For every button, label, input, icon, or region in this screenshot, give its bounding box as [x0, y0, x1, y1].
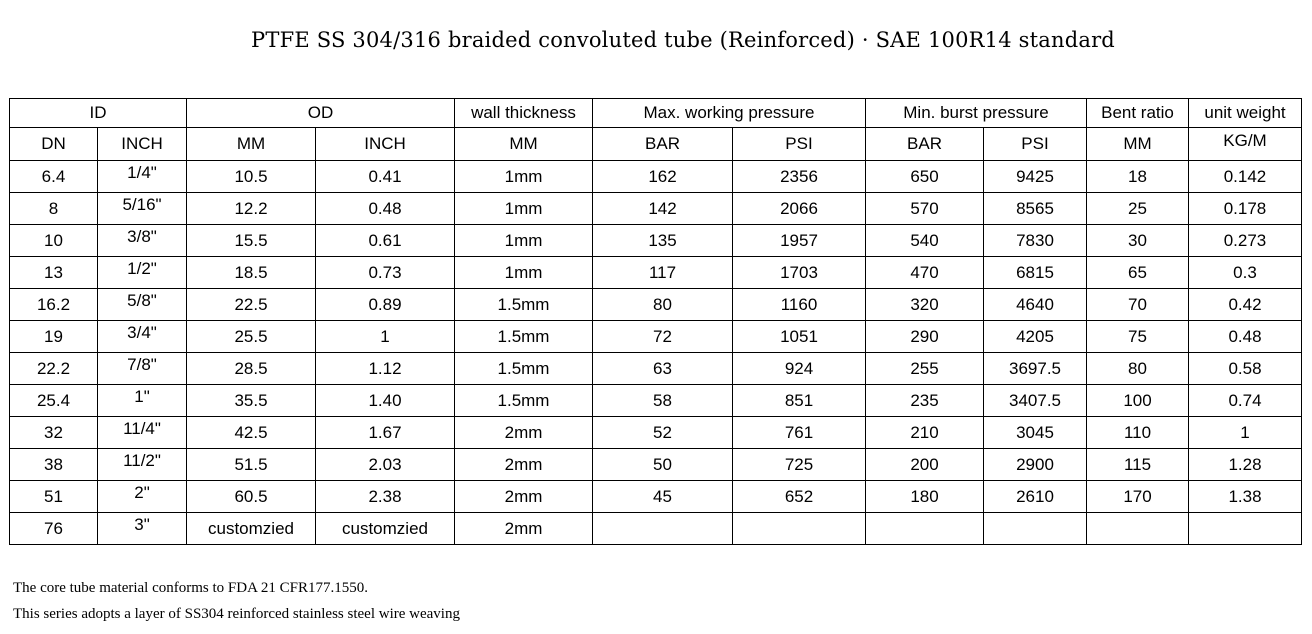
unit-header-row — [10, 128, 1302, 161]
cell-weight-kgm: 0.178 — [1189, 193, 1302, 225]
table-row — [10, 385, 1302, 417]
cell-weight-kgm — [1189, 513, 1302, 545]
cell-wall-mm: 1mm — [455, 161, 593, 193]
cell-burst-psi: 2900 — [984, 449, 1087, 481]
cell-burst-bar: 255 — [866, 353, 984, 385]
cell-wall-mm: 2mm — [455, 417, 593, 449]
cell-wall-mm: 1mm — [455, 193, 593, 225]
cell-weight-kgm: 0.273 — [1189, 225, 1302, 257]
cell-max-bar — [593, 513, 733, 545]
cell-bent-mm: 170 — [1087, 481, 1189, 513]
cell-od-inch: customzied — [316, 513, 455, 545]
table-row — [10, 161, 1302, 193]
cell-od-mm: 15.5 — [187, 225, 316, 257]
cell-od-inch: 0.48 — [316, 193, 455, 225]
table-row — [10, 289, 1302, 321]
cell-weight-kgm: 0.142 — [1189, 161, 1302, 193]
cell-max-psi: 1160 — [733, 289, 866, 321]
table-row — [10, 321, 1302, 353]
cell-bent-mm — [1087, 513, 1189, 545]
cell-max-bar: 142 — [593, 193, 733, 225]
cell-dn: 76 — [10, 513, 98, 545]
header-bent-ratio: Bent ratio — [1087, 99, 1189, 128]
cell-bent-mm: 75 — [1087, 321, 1189, 353]
cell-weight-kgm: 0.74 — [1189, 385, 1302, 417]
cell-bent-mm: 30 — [1087, 225, 1189, 257]
cell-max-bar: 52 — [593, 417, 733, 449]
table-row — [10, 417, 1302, 449]
header-max-working-pressure: Max. working pressure — [593, 99, 866, 128]
cell-max-psi: 1957 — [733, 225, 866, 257]
cell-weight-kgm: 0.48 — [1189, 321, 1302, 353]
cell-burst-bar: 290 — [866, 321, 984, 353]
cell-bent-mm: 110 — [1087, 417, 1189, 449]
cell-dn: 16.2 — [10, 289, 98, 321]
cell-burst-bar: 200 — [866, 449, 984, 481]
cell-id-inch: 11/2" — [98, 449, 187, 481]
cell-bent-mm: 80 — [1087, 353, 1189, 385]
note-weaving: This series adopts a layer of SS304 reinforced stainless steel wire weaving — [13, 606, 460, 622]
cell-bent-mm: 70 — [1087, 289, 1189, 321]
cell-od-mm: 60.5 — [187, 481, 316, 513]
cell-burst-psi: 6815 — [984, 257, 1087, 289]
cell-wall-mm: 2mm — [455, 481, 593, 513]
cell-od-inch: 2.03 — [316, 449, 455, 481]
cell-id-inch: 3/8" — [98, 225, 187, 257]
cell-max-psi: 1703 — [733, 257, 866, 289]
cell-max-bar: 45 — [593, 481, 733, 513]
cell-od-inch: 1 — [316, 321, 455, 353]
cell-dn: 8 — [10, 193, 98, 225]
cell-max-psi: 851 — [733, 385, 866, 417]
cell-bent-mm: 65 — [1087, 257, 1189, 289]
cell-od-inch: 0.61 — [316, 225, 455, 257]
cell-od-mm: customzied — [187, 513, 316, 545]
cell-id-inch: 1/4" — [98, 161, 187, 193]
cell-burst-psi: 4205 — [984, 321, 1087, 353]
data-rows — [10, 161, 1302, 545]
cell-burst-bar: 320 — [866, 289, 984, 321]
cell-od-mm: 22.5 — [187, 289, 316, 321]
subheader-burst-psi: PSI — [984, 128, 1087, 161]
cell-od-mm: 28.5 — [187, 353, 316, 385]
cell-wall-mm: 2mm — [455, 513, 593, 545]
cell-id-inch: 7/8" — [98, 353, 187, 385]
cell-burst-bar: 570 — [866, 193, 984, 225]
cell-od-mm: 42.5 — [187, 417, 316, 449]
table-row — [10, 513, 1302, 545]
cell-dn: 6.4 — [10, 161, 98, 193]
cell-id-inch: 11/4" — [98, 417, 187, 449]
cell-id-inch: 3/4" — [98, 321, 187, 353]
cell-burst-bar — [866, 513, 984, 545]
cell-dn: 13 — [10, 257, 98, 289]
cell-od-inch: 0.41 — [316, 161, 455, 193]
subheader-wall-mm: MM — [455, 128, 593, 161]
cell-id-inch: 1/2" — [98, 257, 187, 289]
subheader-max-bar: BAR — [593, 128, 733, 161]
cell-od-inch: 1.40 — [316, 385, 455, 417]
cell-od-mm: 35.5 — [187, 385, 316, 417]
subheader-max-psi: PSI — [733, 128, 866, 161]
cell-burst-bar: 235 — [866, 385, 984, 417]
cell-burst-bar: 470 — [866, 257, 984, 289]
cell-od-inch: 1.12 — [316, 353, 455, 385]
header-id: ID — [10, 99, 187, 128]
cell-burst-psi: 3697.5 — [984, 353, 1087, 385]
cell-burst-psi: 3045 — [984, 417, 1087, 449]
cell-max-psi: 652 — [733, 481, 866, 513]
cell-burst-psi: 3407.5 — [984, 385, 1087, 417]
cell-id-inch: 2" — [98, 481, 187, 513]
cell-max-psi: 1051 — [733, 321, 866, 353]
cell-wall-mm: 1mm — [455, 257, 593, 289]
cell-burst-bar: 180 — [866, 481, 984, 513]
cell-burst-psi: 2610 — [984, 481, 1087, 513]
header-unit-weight: unit weight — [1189, 99, 1302, 128]
cell-weight-kgm: 1.28 — [1189, 449, 1302, 481]
cell-od-inch: 1.67 — [316, 417, 455, 449]
subheader-bent-mm: MM — [1087, 128, 1189, 161]
cell-od-mm: 51.5 — [187, 449, 316, 481]
cell-max-psi: 2066 — [733, 193, 866, 225]
cell-bent-mm: 115 — [1087, 449, 1189, 481]
subheader-od-inch: INCH — [316, 128, 455, 161]
cell-dn: 38 — [10, 449, 98, 481]
cell-wall-mm: 1.5mm — [455, 289, 593, 321]
subheader-od-mm: MM — [187, 128, 316, 161]
table-row — [10, 225, 1302, 257]
cell-burst-psi — [984, 513, 1087, 545]
note-fda: The core tube material conforms to FDA 21 CFR177.1550. — [13, 580, 368, 596]
cell-wall-mm: 1.5mm — [455, 385, 593, 417]
header-min-burst-pressure: Min. burst pressure — [866, 99, 1087, 128]
cell-max-psi: 924 — [733, 353, 866, 385]
cell-max-bar: 80 — [593, 289, 733, 321]
cell-weight-kgm: 1.38 — [1189, 481, 1302, 513]
cell-wall-mm: 1.5mm — [455, 321, 593, 353]
cell-max-psi — [733, 513, 866, 545]
cell-bent-mm: 25 — [1087, 193, 1189, 225]
cell-burst-psi: 4640 — [984, 289, 1087, 321]
table-row — [10, 353, 1302, 385]
cell-weight-kgm: 0.3 — [1189, 257, 1302, 289]
cell-od-inch: 2.38 — [316, 481, 455, 513]
cell-od-inch: 0.73 — [316, 257, 455, 289]
table-row — [10, 257, 1302, 289]
cell-od-mm: 18.5 — [187, 257, 316, 289]
cell-max-bar: 63 — [593, 353, 733, 385]
cell-weight-kgm: 0.42 — [1189, 289, 1302, 321]
cell-burst-bar: 540 — [866, 225, 984, 257]
cell-max-bar: 135 — [593, 225, 733, 257]
cell-burst-psi: 9425 — [984, 161, 1087, 193]
group-header-row — [10, 99, 1302, 128]
cell-od-mm: 10.5 — [187, 161, 316, 193]
subheader-burst-bar: BAR — [866, 128, 984, 161]
cell-wall-mm: 1mm — [455, 225, 593, 257]
cell-id-inch: 5/16" — [98, 193, 187, 225]
cell-wall-mm: 2mm — [455, 449, 593, 481]
cell-id-inch: 3" — [98, 513, 187, 545]
cell-max-psi: 761 — [733, 417, 866, 449]
table-row — [10, 193, 1302, 225]
header-od: OD — [187, 99, 455, 128]
table-row — [10, 449, 1302, 481]
cell-max-bar: 117 — [593, 257, 733, 289]
table-row — [10, 481, 1302, 513]
cell-od-mm: 25.5 — [187, 321, 316, 353]
cell-burst-bar: 210 — [866, 417, 984, 449]
page-title: PTFE SS 304/316 braided convoluted tube (Reinforced) · SAE 100R14 standard — [251, 28, 1115, 52]
cell-od-inch: 0.89 — [316, 289, 455, 321]
cell-burst-psi: 7830 — [984, 225, 1087, 257]
subheader-dn: DN — [10, 128, 98, 161]
cell-bent-mm: 100 — [1087, 385, 1189, 417]
cell-dn: 25.4 — [10, 385, 98, 417]
cell-burst-psi: 8565 — [984, 193, 1087, 225]
cell-dn: 32 — [10, 417, 98, 449]
cell-dn: 10 — [10, 225, 98, 257]
cell-weight-kgm: 0.58 — [1189, 353, 1302, 385]
cell-max-bar: 58 — [593, 385, 733, 417]
cell-burst-bar: 650 — [866, 161, 984, 193]
cell-max-bar: 162 — [593, 161, 733, 193]
header-wall-thickness: wall thickness — [455, 99, 593, 128]
cell-dn: 51 — [10, 481, 98, 513]
spec-table — [9, 98, 1302, 545]
cell-id-inch: 1" — [98, 385, 187, 417]
cell-max-bar: 50 — [593, 449, 733, 481]
subheader-weight-kgm: KG/M — [1189, 128, 1302, 161]
cell-max-psi: 725 — [733, 449, 866, 481]
cell-id-inch: 5/8" — [98, 289, 187, 321]
cell-bent-mm: 18 — [1087, 161, 1189, 193]
subheader-id-inch: INCH — [98, 128, 187, 161]
cell-wall-mm: 1.5mm — [455, 353, 593, 385]
cell-od-mm: 12.2 — [187, 193, 316, 225]
cell-dn: 19 — [10, 321, 98, 353]
cell-weight-kgm: 1 — [1189, 417, 1302, 449]
cell-max-bar: 72 — [593, 321, 733, 353]
cell-max-psi: 2356 — [733, 161, 866, 193]
cell-dn: 22.2 — [10, 353, 98, 385]
